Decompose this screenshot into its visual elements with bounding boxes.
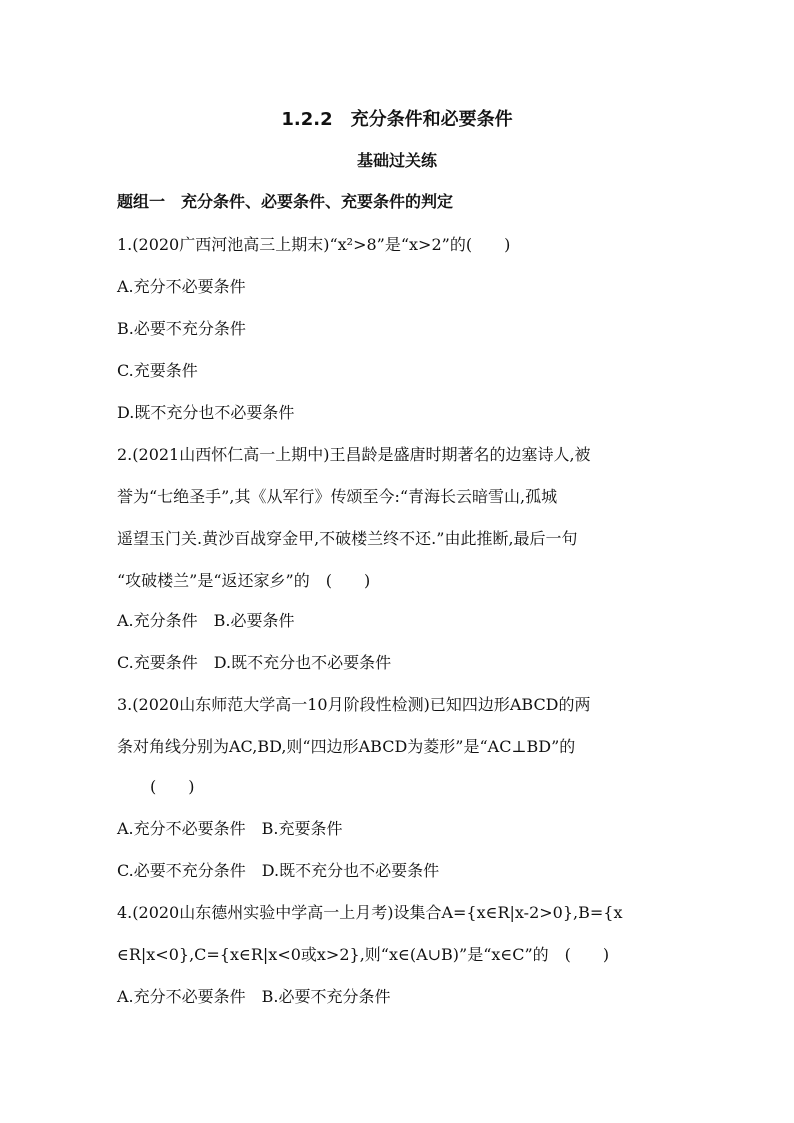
question-3-stem-line: 3.(2020山东师范大学高一10月阶段性检测)已知四边形ABCD的两: [117, 695, 591, 714]
question-4-stem-line: 4.(2020山东德州实验中学高一上月考)设集合A={x∈R|x-2>0},B={x: [117, 903, 623, 922]
question-1-option-b: B.必要不充分条件: [117, 319, 246, 338]
question-1-option-c: C.充要条件: [117, 361, 198, 380]
question-1-option-a: A.充分不必要条件: [117, 277, 246, 296]
question-2-stem-line: 遥望玉门关.黄沙百战穿金甲,不破楼兰终不还.”由此推断,最后一句: [117, 529, 578, 548]
question-1-stem: 1.(2020广西河池高三上期末)“x²>8”是“x>2”的( ): [117, 235, 511, 254]
question-3-options-line: A.充分不必要条件 B.充要条件: [117, 819, 343, 838]
question-3-stem-line: 条对角线分别为AC,BD,则“四边形ABCD为菱形”是“AC⊥BD”的: [117, 737, 576, 756]
question-1-option-d: D.既不充分也不必要条件: [117, 403, 295, 422]
question-2-options-line: A.充分条件 B.必要条件: [117, 611, 295, 630]
question-4-options-line: A.充分不必要条件 B.必要不充分条件: [117, 987, 391, 1006]
question-3-stem-line: ( ): [150, 777, 195, 796]
question-2-stem-line: 誉为“七绝圣手”,其《从军行》传颂至今:“青海长云暗雪山,孤城: [117, 487, 558, 506]
question-2-stem-line: “攻破楼兰”是“返还家乡”的 ( ): [117, 571, 371, 590]
question-2-options-line: C.充要条件 D.既不充分也不必要条件: [117, 653, 392, 672]
question-2-stem-line: 2.(2021山西怀仁高一上期中)王昌龄是盛唐时期著名的边塞诗人,被: [117, 445, 591, 464]
question-4-stem-line: ∈R|x<0},C={x∈R|x<0或x>2},则“x∈(A∪B)”是“x∈C”的 ( ): [117, 945, 610, 964]
page-subtitle: 基础过关练: [356, 151, 437, 170]
question-3-options-line: C.必要不充分条件 D.既不充分也不必要条件: [117, 861, 440, 880]
section-heading: 题组一 充分条件、必要条件、充要条件的判定: [117, 192, 454, 211]
page-title: 1.2.2 充分条件和必要条件: [281, 109, 513, 130]
